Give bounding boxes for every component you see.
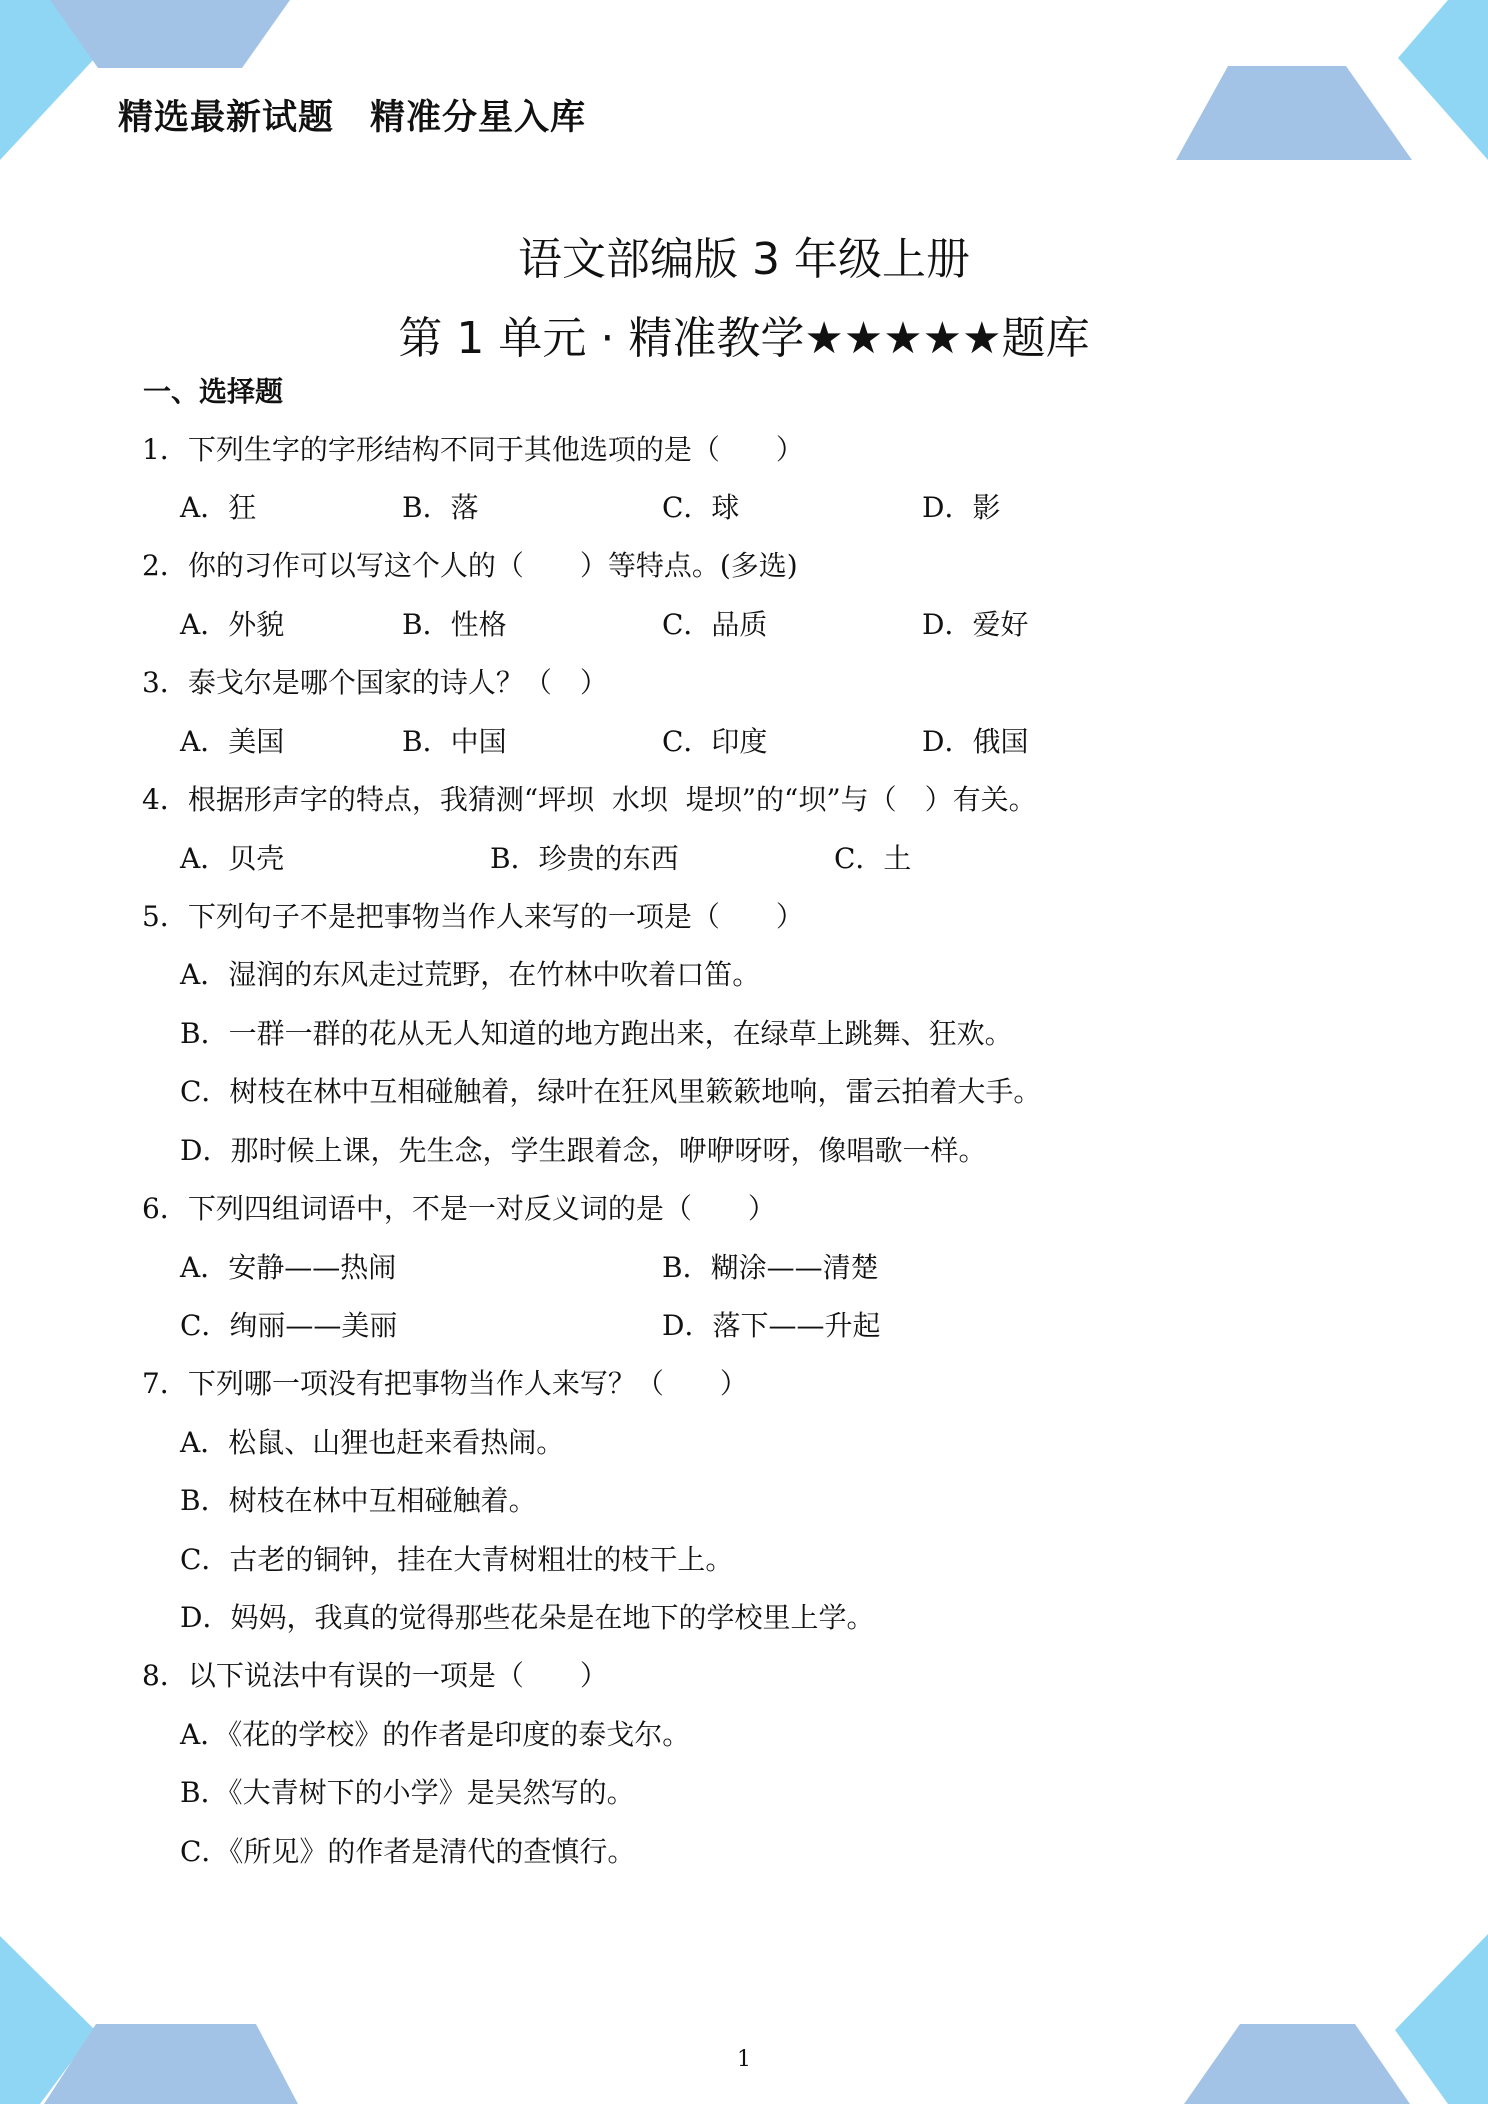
header-banner: 精选最新试题 精准分星入库: [118, 98, 587, 138]
option: A．湿润的东风走过荒野，在竹林中吹着口笛。: [180, 958, 761, 991]
option: C．《所见》的作者是清代的查慎行。: [180, 1835, 636, 1868]
option: C．土: [834, 842, 912, 875]
option: D．俄国: [922, 725, 1029, 758]
bottom-left-triangle: [0, 1936, 95, 2104]
question-stem: 7．下列哪一项没有把事物当作人来写？（ ）: [142, 1367, 748, 1400]
option: A．外貌: [180, 608, 285, 641]
option: A．美国: [180, 725, 285, 758]
question-stem: 1．下列生字的字形结构不同于其他选项的是（ ）: [142, 433, 804, 466]
option: D．爱好: [922, 608, 1029, 641]
question-stem: 5．下列句子不是把事物当作人来写的一项是（ ）: [142, 900, 804, 933]
question-stem: 2．你的习作可以写这个人的（ ）等特点。(多选): [142, 549, 798, 582]
top-left-triangle: [0, 0, 95, 160]
option: B．树枝在林中互相碰触着。: [180, 1484, 537, 1517]
option: A．安静——热闹: [180, 1251, 397, 1284]
option: B．糊涂——清楚: [662, 1251, 879, 1284]
doc-subtitle: 第 1 单元 · 精准教学★★★★★题库: [398, 313, 1090, 364]
option: A．松鼠、山狸也赶来看热闹。: [180, 1426, 565, 1459]
option: A．贝壳: [180, 842, 285, 875]
option: C．球: [662, 491, 740, 524]
option: C．品质: [662, 608, 768, 641]
option: C．古老的铜钟，挂在大青树粗壮的枝干上。: [180, 1543, 734, 1576]
option: D．落下——升起: [662, 1309, 881, 1342]
option: D．妈妈，我真的觉得那些花朵是在地下的学校里上学。: [180, 1601, 875, 1634]
top-right-trapezoid: [1176, 66, 1412, 160]
option: C．树枝在林中互相碰触着，绿叶在狂风里簌簌地响，雷云拍着大手。: [180, 1075, 1042, 1108]
question-stem: 4．根据形声字的特点，我猜测“坪坝 水坝 堤坝”的“坝”与（ ）有关。: [142, 783, 1037, 816]
bottom-right-triangle: [1395, 1934, 1488, 2104]
option: D．那时候上课，先生念，学生跟着念，咿咿呀呀，像唱歌一样。: [180, 1134, 987, 1167]
option: C．印度: [662, 725, 768, 758]
option: B．落: [402, 491, 479, 524]
question-stem: 6．下列四组词语中，不是一对反义词的是（ ）: [142, 1192, 776, 1225]
option: B．性格: [402, 608, 507, 641]
top-right-triangle: [1398, 0, 1488, 160]
page-number: 1: [737, 2047, 751, 2072]
option: B．珍贵的东西: [490, 842, 679, 875]
question-stem: 8．以下说法中有误的一项是（ ）: [142, 1659, 608, 1692]
option: C．绚丽——美丽: [180, 1309, 398, 1342]
option: D．影: [922, 491, 1001, 524]
option: B．一群一群的花从无人知道的地方跑出来，在绿草上跳舞、狂欢。: [180, 1017, 1013, 1050]
option: A．狂: [180, 491, 257, 524]
option: B．中国: [402, 725, 507, 758]
option: A．《花的学校》的作者是印度的泰戈尔。: [180, 1718, 691, 1751]
top-left-trapezoid: [50, 0, 290, 68]
doc-title: 语文部编版 3 年级上册: [518, 234, 970, 285]
option: B．《大青树下的小学》是吴然写的。: [180, 1776, 635, 1809]
question-stem: 3．泰戈尔是哪个国家的诗人？（ ）: [142, 666, 608, 699]
section-heading: 一、选择题: [143, 375, 284, 408]
